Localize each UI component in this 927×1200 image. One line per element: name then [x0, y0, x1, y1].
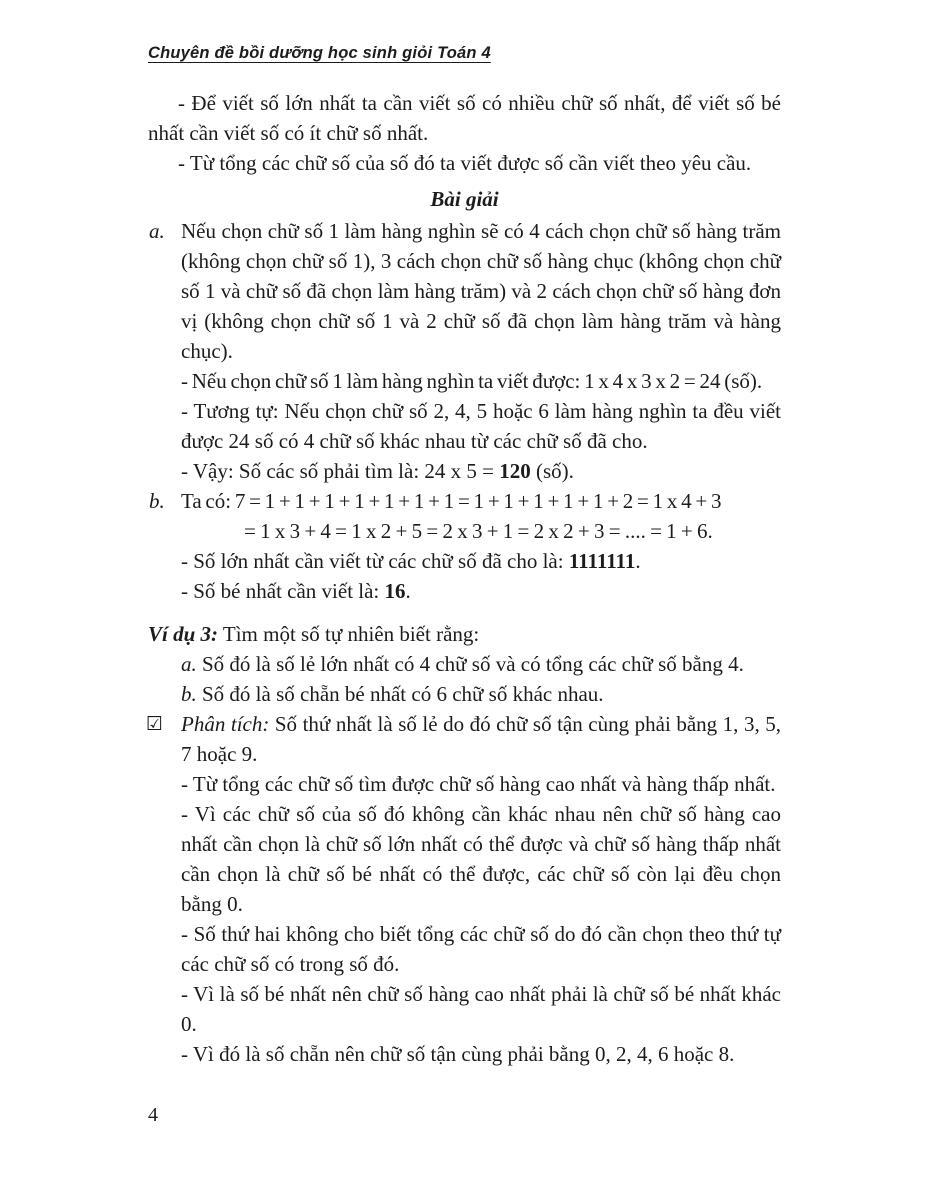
analysis-point: - Vì đó là số chẵn nên chữ số tận cùng phải bằng 0, 2, 4, 6 hoặc 8. — [181, 1042, 735, 1066]
solution-item-b-note-1 — [181, 546, 781, 576]
analysis-label: Phân tích: — [181, 712, 270, 736]
intro-section — [148, 88, 781, 178]
solution-item-a-note-1: - Nếu chọn chữ số 1 làm hàng nghìn ta viết được: 1 x 4 x 3 x 2 = 24 (số). — [181, 369, 763, 393]
example3-heading — [148, 619, 781, 649]
solution-item-b-marker: b. — [149, 489, 165, 513]
largest-number-suffix: . — [635, 549, 641, 573]
analysis-section — [148, 709, 781, 1069]
analysis-first-paragraph — [148, 709, 781, 769]
analysis-point: - Từ tổng các chữ số tìm được chữ số hàng cao nhất và hàng thấp nhất. — [181, 772, 776, 796]
analysis-point: - Vì các chữ số của số đó không cần khác nhau nên chữ số hàng cao nhất cần chọn là chữ số lớn nhất có thể được và chữ số hàng thấp nhất cần chọn là chữ số bé nhất có thể được, các chữ số còn lại đều chọn bằng 0. — [181, 802, 781, 916]
example3-item-b — [148, 679, 781, 709]
solution-heading: Bài giải — [430, 187, 499, 211]
analysis-first-text: Số thứ nhất là số lẻ do đó chữ số tận cùng phải bằng 1, 3, 5, 7 hoặc 9. — [181, 712, 781, 766]
solution-item-a-conclusion — [181, 456, 781, 486]
solution-item-b — [148, 486, 781, 606]
solution-item-a-body: Nếu chọn chữ số 1 làm hàng nghìn sẽ có 4 cách chọn chữ số hàng trăm (không chọn chữ số 1), 3 cách chọn chữ số hàng chục (không chọn chữ số 1 và chữ số đã chọn làm hàng trăm) và 2 cách chọn chữ số hàng đơn vị (không chọn chữ số 1 và 2 chữ số đã chọn làm hàng trăm và hàng chục). — [181, 219, 781, 363]
solution-item-b-equation-2: = 1 x 3 + 4 = 1 x 2 + 5 = 2 x 3 + 1 = 2 x 2 + 3 = .... = 1 + 6. — [244, 519, 713, 543]
intro-paragraph-2: - Từ tổng các chữ số của số đó ta viết được số cần viết theo yêu cầu. — [178, 151, 752, 175]
example3-item-a — [148, 649, 781, 679]
conclusion-suffix: (số). — [530, 459, 574, 483]
running-header-title: Chuyên đề bồi dưỡng học sinh giỏi Toán 4 — [148, 44, 491, 62]
solution-item-a — [148, 216, 781, 486]
solution-item-a-marker: a. — [149, 219, 165, 243]
smallest-number-suffix: . — [405, 579, 411, 603]
solution-item-b-note-2 — [181, 576, 781, 606]
solution-item-a-note-2: - Tương tự: Nếu chọn chữ số 2, 4, 5 hoặc 6 làm hàng nghìn ta đều viết được 24 số có 4 chữ số khác nhau từ các chữ số đã cho. — [181, 399, 781, 453]
largest-number-bold: 1111111 — [568, 549, 636, 573]
conclusion-prefix: - Vậy: Số các số phải tìm là: 24 x 5 = — [181, 459, 500, 483]
solution-item-b-equation-1: Ta có: 7 = 1 + 1 + 1 + 1 + 1 + 1 + 1 = 1 + 1 + 1 + 1 + 1 + 2 = 1 x 4 + 3 — [181, 489, 722, 513]
smallest-number-bold: 16 — [384, 579, 406, 603]
intro-paragraph-1: - Để viết số lớn nhất ta cần viết số có nhiều chữ số nhất, để viết số bé nhất cần viết số có ít chữ số nhất. — [148, 91, 781, 145]
result-count-bold: 120 — [499, 459, 531, 483]
analysis-point: - Vì là số bé nhất nên chữ số hàng cao nhất phải là chữ số bé nhất khác 0. — [181, 982, 781, 1036]
page-number: 4 — [148, 1104, 158, 1126]
page-content — [148, 88, 781, 1069]
example3-item-a-text: Số đó là số lẻ lớn nhất có 4 chữ số và có tổng các chữ số bằng 4. — [202, 652, 744, 676]
smallest-number-prefix: - Số bé nhất cần viết là: — [181, 579, 385, 603]
largest-number-prefix: - Số lớn nhất cần viết từ các chữ số đã cho là: — [181, 549, 569, 573]
example3-item-b-text: Số đó là số chẵn bé nhất có 6 chữ số khác nhau. — [202, 682, 604, 706]
analysis-point: - Số thứ hai không cho biết tổng các chữ số do đó cần chọn theo thứ tự các chữ số có trong số đó. — [181, 922, 781, 976]
example3-item-a-marker: a. — [181, 652, 197, 676]
checked-checkbox-icon: ☑ — [146, 713, 164, 735]
example3-intro: Tìm một số tự nhiên biết rằng: — [222, 622, 480, 646]
example3-label: Ví dụ 3: — [148, 622, 219, 646]
example3-item-b-marker: b. — [181, 682, 197, 706]
running-header — [148, 44, 781, 63]
